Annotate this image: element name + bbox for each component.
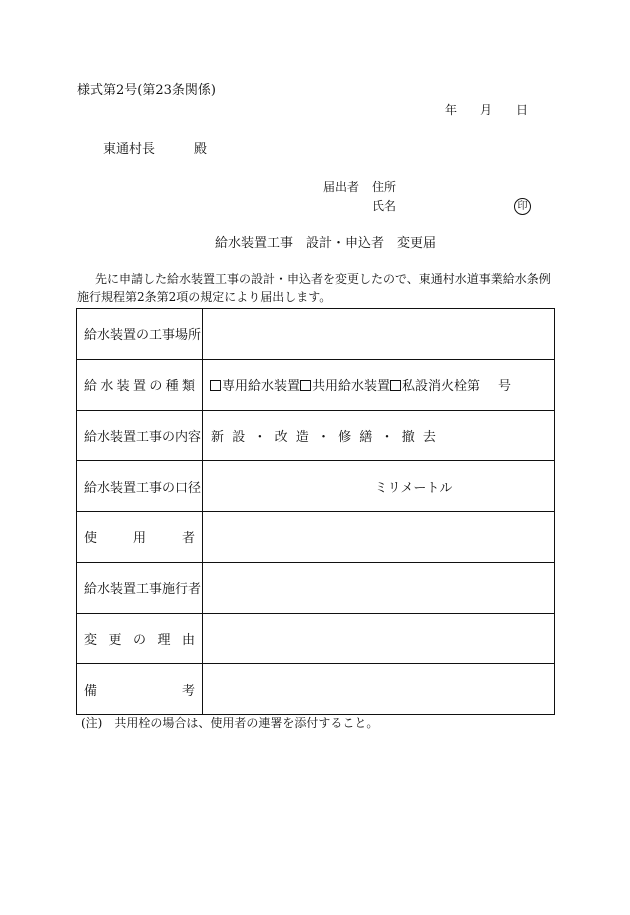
- row-work-location: [77, 309, 555, 360]
- body-line-1: 先に申請した給水装置工事の設計・申込者を変更したので、東通村水道事業給水条例: [95, 272, 551, 286]
- work-option-char: 繕: [359, 429, 373, 445]
- label-char: 使: [84, 531, 98, 547]
- addressee-name: 東通村長: [103, 142, 156, 157]
- seal-icon: 印: [514, 198, 531, 215]
- label-char: 変: [84, 632, 98, 648]
- application-table: [76, 308, 555, 715]
- document-title: 給水装置工事 設計・申込者 変更届: [215, 236, 437, 251]
- label-char: 考: [181, 683, 195, 699]
- label-char: の: [132, 632, 146, 648]
- applicant-name-label: 氏名: [372, 199, 397, 213]
- label-char: 置: [132, 379, 146, 395]
- date-year: 年: [445, 103, 458, 117]
- contractor-label: [77, 562, 203, 613]
- contractor-value[interactable]: [203, 562, 555, 613]
- label-text: 給水装置工事施行者: [84, 582, 202, 598]
- label-text: 給水装置工事の内容: [84, 429, 202, 445]
- row-user: [77, 512, 555, 563]
- label-char: 理: [157, 632, 171, 648]
- applicant-role: 届出者: [323, 180, 360, 194]
- applicant-address-label: 住所: [372, 180, 397, 194]
- row-device-type: [77, 359, 555, 410]
- label-text: 給水装置工事の口径: [84, 480, 202, 496]
- label-char: 種: [165, 379, 179, 395]
- checkbox-option3[interactable]: [390, 380, 401, 391]
- separator: ・: [380, 429, 394, 445]
- change-reason-label: [77, 613, 203, 664]
- separator: ・: [253, 429, 267, 445]
- change-reason-value[interactable]: [203, 613, 555, 664]
- work-option-char: 修: [338, 429, 352, 445]
- row-work-content: [77, 410, 555, 461]
- user-value[interactable]: [203, 512, 555, 563]
- date-day: 日: [516, 103, 529, 117]
- work-content-value[interactable]: [203, 410, 555, 461]
- work-option-char: 設: [232, 429, 246, 445]
- label-char: 備: [84, 683, 98, 699]
- checkbox-option1[interactable]: [210, 380, 221, 391]
- label-char: 者: [181, 531, 195, 547]
- row-change-reason: [77, 613, 555, 664]
- footnote: (注) 共用栓の場合は、使用者の連署を添付すること。: [81, 716, 379, 730]
- addressee-honorific: 殿: [194, 142, 208, 157]
- work-option-char: 去: [422, 429, 436, 445]
- label-text: 給水装置の工事場所: [84, 328, 202, 344]
- user-label: [77, 512, 203, 563]
- body-line-2: 施行規程第2条第2項の規定により届出します。: [77, 290, 332, 304]
- checkbox-label-option3: 私設消火栓第: [402, 379, 481, 395]
- checkbox-label-option2: 共用給水装置: [312, 379, 391, 395]
- checkbox-label-option1: 専用給水装置: [222, 379, 301, 395]
- work-content-label: [77, 410, 203, 461]
- work-option-char: 新: [211, 429, 225, 445]
- device-type-value[interactable]: [203, 359, 555, 410]
- label-char: 由: [181, 632, 195, 648]
- work-option-char: 造: [295, 429, 309, 445]
- remarks-value[interactable]: [203, 664, 555, 715]
- work-option-char: 撤: [401, 429, 415, 445]
- label-char: 水: [100, 379, 114, 395]
- row-pipe-diameter: [77, 461, 555, 512]
- label-char: 更: [108, 632, 122, 648]
- work-location-label: [77, 309, 203, 360]
- label-char: 給: [84, 379, 98, 395]
- work-option-char: 改: [274, 429, 288, 445]
- row-remarks: [77, 664, 555, 715]
- label-char: の: [149, 379, 163, 395]
- row-contractor: [77, 562, 555, 613]
- pipe-diameter-value[interactable]: [203, 461, 555, 512]
- label-char: 用: [132, 531, 146, 547]
- hydrant-number-suffix: 号: [498, 379, 512, 395]
- separator: ・: [316, 429, 330, 445]
- diameter-unit: ミリメートル: [374, 480, 453, 496]
- remarks-label: [77, 664, 203, 715]
- work-location-value[interactable]: [203, 309, 555, 360]
- label-char: 装: [116, 379, 130, 395]
- device-type-label: [77, 359, 203, 410]
- date-month: 月: [480, 103, 493, 117]
- checkbox-option2[interactable]: [300, 380, 311, 391]
- label-char: 類: [181, 379, 195, 395]
- form-number: 様式第2号(第23条関係): [77, 83, 216, 98]
- pipe-diameter-label: [77, 461, 203, 512]
